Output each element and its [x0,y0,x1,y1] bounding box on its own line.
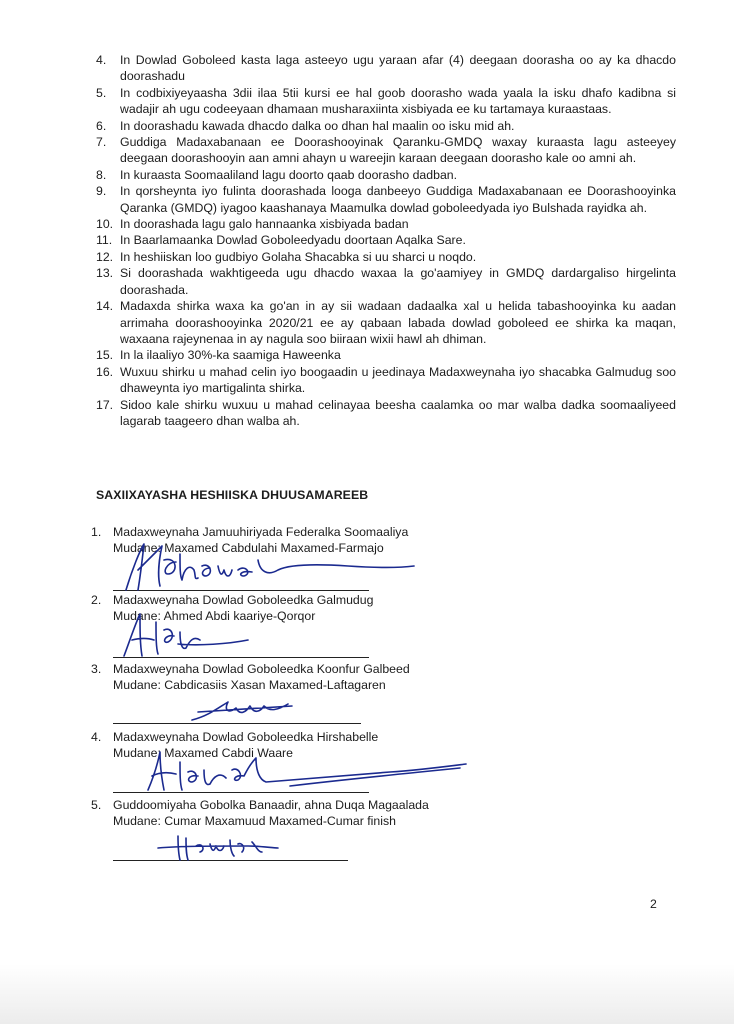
clause-text: In heshiiskan loo gudbiyo Golaha Shacabka si uu sharci u noqdo. [120,249,477,264]
signatory-title: Madaxweynaha Jamuuhiriyada Federalka Soomaaliya [113,525,409,539]
clause-item [96,298,676,347]
signature-5-drawing [152,832,282,862]
signatory-number: 4. [91,730,102,744]
clause-text: In doorashadu kawada dhacdo dalka oo dhan hal maalin oo isku mid ah. [120,118,515,133]
signatory-title: Madaxweynaha Dowlad Goboleedka Galmudug [113,593,374,607]
signatory-number: 3. [91,662,102,676]
signatory-name: Mudane: Ahmed Abdi kaariye-Qorqor [113,609,316,624]
clause-text: In codbixiyeyaasha 3dii ilaa 5tii kursi ee hal goob doorasho wada yaala la isku dhafo kadibna si wadajir ah ugu codeeyaan dhamaan musharaxiinta xisbiyada ee ku tartamaya kuraastaas. [120,85,676,117]
signature-3-drawing [188,694,298,724]
clause-number: 4. [96,53,107,67]
clause-text: In Baarlamaanka Dowlad Goboleedyadu doortaan Aqalka Sare. [120,233,466,248]
clause-item [96,118,676,134]
signature-2-drawing [118,610,258,660]
signatory-5 [91,797,651,830]
clause-number: 15. [96,348,114,363]
clause-item [96,85,676,118]
signatory-3 [91,661,651,694]
clause-item [96,364,676,397]
clause-number: 17. [96,397,114,412]
clause-number: 5. [96,85,107,100]
clause-number: 16. [96,364,114,379]
signatory-number: 1. [91,525,102,539]
clause-item [96,183,676,216]
clause-number: 6. [96,118,107,133]
clause-text: Guddiga Madaxabanaan ee Doorashooyinak Qaranku-GMDQ waxay kuraasta lagu asteeyey deegaan doorashooyin aan amni ahayn u wareejin karaan deegaan doorasho kale oo amni ah. [120,135,676,166]
clause-item [96,167,676,183]
clause-number: 12. [96,249,114,264]
clause-text: In la ilaaliyo 30%-ka saamiga Haweenka [120,348,341,363]
clause-item [96,216,676,232]
page-bottom-shadow [0,964,734,1024]
clause-text: In qorsheynta iyo fulinta doorashada looga danbeeyo Guddiga Madaxabanaan ee Doorashooyinka Qaranka (GMDQ) iyagoo kaashanaya Maamulka dowlad goboleedyada iyo Bulshada rayidka ah. [120,184,676,215]
clause-number: 7. [96,135,107,150]
signatory-title: Madaxweynaha Dowlad Goboleedka Hirshabelle [113,730,379,744]
clause-text: Wuxuu shirku u mahad celin iyo boogaadin u jeedinaya Madaxweynaha iyo shacabka Galmudug soo dhaweynta iyo martigalinta shirka. [120,364,676,396]
signatures-heading: SAXIIXAYASHA HESHIISKA DHUUSAMAREEB [96,488,369,502]
clause-number: 10. [96,217,114,232]
signatory-number: 2. [91,593,102,607]
clause-text: Sidoo kale shirku wuxuu u mahad celinayaa beesha caalamka oo mar walba dadka soomaaliyeed lagarab taageero dhan walba ah. [120,397,676,428]
clause-list [96,52,676,429]
signature-4-drawing [140,746,470,796]
clause-item [96,52,676,85]
clause-item [96,265,676,298]
clause-number: 13. [96,266,114,281]
clause-text: Madaxda shirka waxa ka go'an in ay sii wadaan dadaalka xal u helida tabashooyinka ku aadan arrimaha doorashooyinka 2020/21 ee ay qabaan labada dowlad goboleed ee shirka ka maqan, waxaana rajeynenaa in ay nagula soo biiraan wixii hawl ah dhiman. [120,299,676,346]
signatory-name: Mudane: Cumar Maxamuud Maxamed-Cumar finish [113,814,396,829]
clause-number: 14. [96,299,114,314]
clause-text: In kuraasta Soomaaliland lagu doorto qaab doorasho dadban. [120,167,458,182]
clause-item [96,232,676,248]
signatory-name: Mudane: Maxamed Cabdulahi Maxamed-Farmajo [113,541,384,556]
clause-item [96,347,676,363]
signatory-title: Guddoomiyaha Gobolka Banaadir, ahna Duqa Magaalada [113,798,429,812]
clause-text: Si doorashada wakhtigeeda ugu dhacdo waxaa la go'aamiyey in GMDQ dardargaliso hirgelinta doorashada. [120,266,676,297]
clause-text: In Dowlad Goboleed kasta laga asteeyo ugu yaraan afar (4) deegaan doorasha oo ay ka dhacdo doorashadu [120,53,676,84]
signature-1-drawing [118,540,418,595]
page-number: 2 [650,897,657,911]
clause-item [96,397,676,430]
clause-number: 8. [96,167,107,182]
signatory-name: Mudane: Cabdicasiis Xasan Maxamed-Laftagaren [113,678,386,693]
clause-text: In doorashada lagu galo hannaanka xisbiyada badan [120,217,409,232]
clause-number: 11. [96,233,113,248]
signatory-number: 5. [91,798,102,812]
clause-item [96,249,676,265]
clause-number: 9. [96,184,107,199]
signatory-title: Madaxweynaha Dowlad Goboleedka Koonfur Galbeed [113,662,410,676]
signatory-name: Mudane: Maxamed Cabdi Waare [113,746,293,761]
clause-item [96,134,676,167]
